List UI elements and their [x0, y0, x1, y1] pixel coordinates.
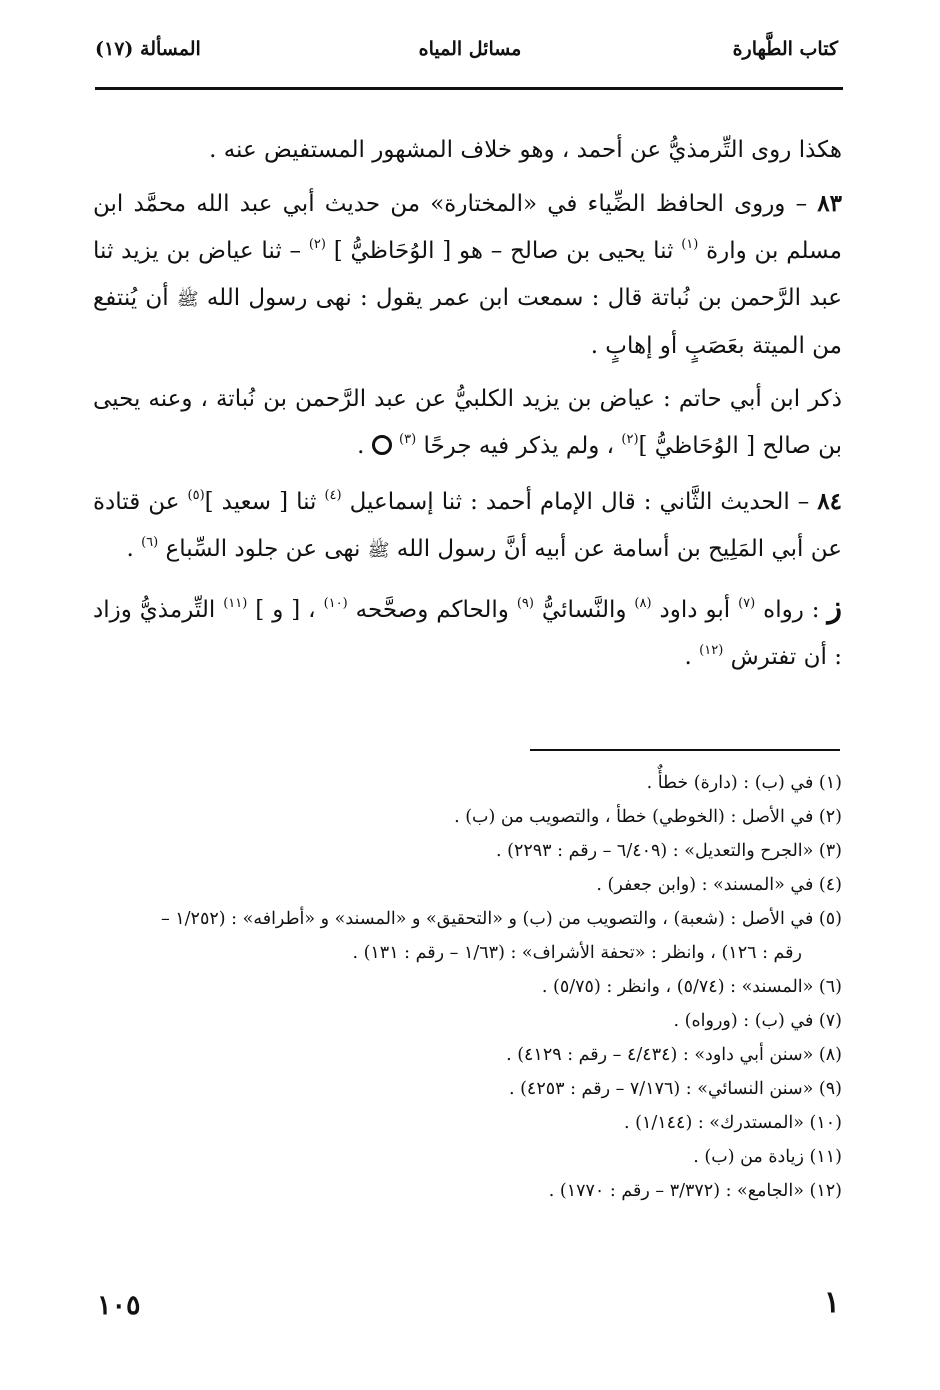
hadith-number: ٨٤	[817, 488, 843, 515]
header-issue-number: المسألة (١٧)	[95, 38, 201, 60]
text-segment: ذكر ابن أبي حاتم : عياض بن يزيد الكلبيُّ عن عبد الرَّحمن بن نُباتة ، وعنه يحيى بن صالح [ الوُحَاظيُّ ]	[93, 386, 842, 459]
footnote-ref: (٦)	[141, 535, 159, 550]
footnote-ref: (٢)	[621, 432, 639, 447]
paragraph-83	[93, 180, 842, 370]
text-segment: والنَّسائيُّ	[533, 597, 635, 623]
footnote-ref: (١٠)	[323, 596, 348, 611]
footnote-ref: (٣)	[399, 432, 417, 447]
footnote-ref: (٧)	[738, 596, 756, 611]
footnote-1: (١) في (ب) : (دارة) خطأٌ .	[646, 773, 842, 793]
zay-marker: ز	[827, 590, 842, 625]
footnote-rule	[530, 749, 840, 751]
text-segment: التِّرمذيُّ وزاد : أن تفترش	[93, 597, 842, 670]
header-section-title: مسائل المياه	[418, 38, 522, 60]
text-segment: ، [ و ]	[247, 597, 324, 623]
text-segment: – ثنا عياض بن يزيد ثنا عبد الرَّحمن بن نُباتة قال : سمعت ابن عمر يقول : نهى رسول الله	[93, 238, 842, 311]
footnote-10: (١٠) «المستدرك» : (١/١٤٤) .	[623, 1113, 842, 1133]
footnote-8: (٨) «سنن أبي داود» : (٤/٤٣٤ – رقم : ٤١٢٩) .	[506, 1045, 842, 1065]
footnote-ref: (٥)	[187, 488, 205, 503]
hadith-number: ٨٣	[817, 190, 842, 217]
text-segment: .	[684, 644, 700, 670]
footnote-12: (١٢) «الجامع» : (٣/٣٧٢ – رقم : ١٧٧٠) .	[548, 1181, 842, 1201]
text-segment: : رواه	[755, 597, 828, 623]
footnote-5-continued: رقم : ١٢٦) ، وانظر : «تحفة الأشراف» : (١/٦٣ – رقم : ١٣١) .	[352, 943, 802, 963]
footnote-ref: (١١)	[223, 596, 248, 611]
footnote-ref: (١)	[681, 237, 699, 252]
footnote-9: (٩) «سنن النسائي» : (٧/١٧٦ – رقم : ٤٢٥٣) .	[508, 1079, 842, 1099]
text-segment: أبو داود	[651, 597, 739, 623]
text-segment: ثنا يحيى بن صالح – هو [ الوُحَاظيُّ ]	[325, 238, 682, 264]
footnote-ref: (٢)	[308, 237, 326, 252]
paragraph-zawaid	[93, 584, 842, 681]
text-segment: نهى عن جلود السِّباع	[158, 536, 368, 562]
text-segment: عن قتادة عن أبي المَلِيح بن أسامة عن أبيه أنَّ رسول الله	[93, 489, 842, 562]
footnote-7: (٧) في (ب) : (ورواه) .	[673, 1011, 842, 1031]
footnote-4: (٤) في «المسند» : (وابن جعفر) .	[596, 875, 842, 895]
signature-mark: ١	[823, 1285, 840, 1320]
paragraph-1: هكذا روى التِّرمذيُّ عن أحمد ، وهو خلاف المشهور المستفيض عنه .	[209, 137, 842, 163]
footnote-ref: (١٢)	[699, 643, 724, 658]
footnotes	[95, 766, 842, 1208]
text-segment: ثنا [ سعيد ]	[204, 489, 325, 515]
main-text	[93, 127, 842, 681]
page-number: ١٠٥	[97, 1290, 141, 1321]
paragraph-84	[93, 478, 842, 574]
footnote-5: (٥) في الأصل : (شعبة) ، والتصويب من (ب) و «التحقيق» و «المسند» و «أطرافه» : (١/٢٥٢ –	[160, 909, 842, 929]
text-segment: ، ولم يذكر فيه جرحًا	[416, 433, 622, 459]
paragraph-ibn-abi-hatim	[93, 376, 842, 470]
text-segment: – وروى الحافظ الضِّياء في «المختارة» من حديث أبي عبد الله محمَّد ابن مسلم بن وارة	[93, 191, 842, 264]
footnote-6: (٦) «المسند» : (٥/٧٤) ، وانظر : (٥/٧٥) .	[541, 977, 842, 997]
footnote-ref: (٩)	[516, 596, 534, 611]
salawat-glyph: ﷺ	[367, 540, 390, 561]
end-circle-icon	[372, 435, 392, 455]
salawat-glyph: ﷺ	[176, 289, 199, 310]
header-book-title: كتاب الطَّهارة	[732, 38, 838, 60]
footnote-ref: (٨)	[634, 596, 652, 611]
footnote-11: (١١) زيادة من (ب) .	[693, 1147, 842, 1167]
header-rule	[95, 87, 843, 90]
text-segment: – الحديث الثَّاني : قال الإمام أحمد : ثنا إسماعيل	[341, 489, 818, 515]
footnote-3: (٣) «الجرح والتعديل» : (٦/٤٠٩ – رقم : ٢٢٩٣) .	[495, 841, 842, 861]
footnote-2: (٢) في الأصل : (الخوطي) خطأ ، والتصويب من (ب) .	[454, 807, 842, 827]
text-segment: أن يُنتفع من الميتة بعَصَبٍ أو إهابٍ .	[93, 285, 842, 359]
footnote-ref: (٤)	[324, 488, 342, 503]
text-segment: .	[126, 536, 142, 562]
text-segment: والحاكم وصحَّحه	[347, 597, 517, 623]
text-segment: .	[357, 433, 372, 459]
